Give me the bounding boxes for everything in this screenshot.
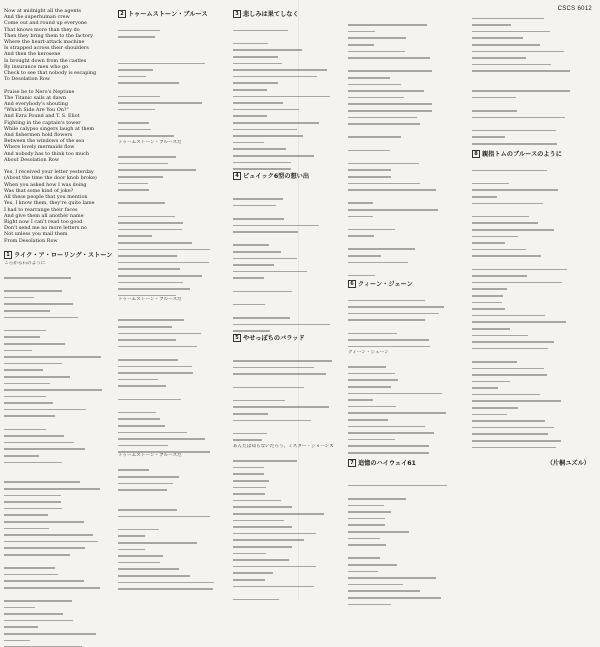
lyric-line	[118, 349, 228, 356]
lyric-line	[118, 493, 228, 500]
lyric-line	[118, 460, 228, 467]
english-lyric-line: To Desolation Row	[4, 76, 51, 83]
section-title-8: 8 親指トムのブルースのように	[472, 149, 596, 158]
lyric-line	[233, 294, 343, 301]
lyric-line	[472, 74, 596, 81]
lyric-line	[348, 475, 458, 482]
refrain-line: ころがる石のように	[4, 260, 46, 266]
lyric-line	[348, 488, 458, 495]
english-lyric-line: Now at midnight all the agents	[4, 8, 81, 14]
lyric-line	[348, 323, 458, 330]
lyric-line	[233, 344, 343, 351]
column-2	[118, 8, 228, 590]
section-title-7: 7 追憶のハイウェイ61	[348, 458, 458, 467]
lyric-line	[4, 557, 114, 564]
lyric-text-block	[233, 20, 343, 170]
section-number: 1	[4, 251, 12, 259]
refrain-line: あんたは知らないだろう、ミスター・ジョーンズ	[233, 444, 334, 449]
lyric-line	[4, 465, 114, 472]
lyric-line	[348, 140, 458, 147]
english-lyric-line: And then the kerosene	[4, 51, 61, 58]
lyric-line	[118, 86, 228, 93]
lyric-line	[472, 206, 596, 213]
lyric-line	[233, 423, 343, 430]
english-lyric-line: And give them all another name	[4, 212, 84, 219]
lyric-line	[233, 390, 343, 397]
lyric-line	[472, 351, 596, 358]
section-number: 2	[118, 10, 126, 18]
section-number: 6	[348, 280, 356, 288]
refrain-line: トゥームストーン・ブルースだ	[118, 296, 182, 302]
english-lyric-line: Praise be to Nero's Neptune	[4, 88, 75, 95]
lyric-line	[348, 548, 458, 555]
lyric-line	[348, 127, 458, 134]
lyric-line	[348, 15, 458, 22]
lyric-line	[118, 193, 228, 200]
english-lyric-line: About Desolation Row	[4, 156, 60, 163]
lyric-line	[233, 235, 343, 242]
lyric-line	[233, 189, 343, 196]
section-title-3: 3 悲しみは果てしなく	[233, 9, 343, 18]
english-lyric-line: And fishermen hold flowers	[4, 132, 73, 139]
english-lyric-line: And Ezra Pound and T. S. Eliot	[4, 113, 80, 120]
lyric-line	[472, 8, 596, 15]
lyric-line	[118, 389, 228, 396]
english-lyric-line: While calypso singers laugh at them	[4, 125, 95, 132]
lyric-line	[348, 153, 458, 160]
lyric-line	[233, 208, 343, 215]
section-number: 5	[233, 334, 241, 342]
lyric-line	[233, 281, 343, 288]
lyric-line	[472, 259, 596, 266]
lyric-line	[233, 20, 343, 27]
lyric-line	[118, 40, 228, 47]
lyric-line	[348, 8, 458, 15]
catalog-number: CSCS 6012	[557, 6, 592, 12]
lyric-line	[233, 182, 343, 189]
lyric-line	[118, 303, 228, 310]
column-3	[233, 8, 343, 601]
lyric-line	[348, 265, 458, 272]
english-lyric-line: From Desolation Row	[4, 237, 58, 244]
lyric-line	[472, 160, 596, 167]
refrain-line: トゥームストーン・ブルースだ	[118, 453, 182, 459]
english-lyric-line: "Which Side Are You On?"	[4, 107, 69, 114]
translator-credit: （片桐ユズル）	[546, 460, 590, 467]
lyric-text-block	[348, 8, 458, 278]
lyric-line	[348, 290, 458, 297]
lyric-line	[348, 469, 458, 476]
lyric-text-block	[348, 357, 458, 457]
english-lyric-line: Check to see that nobody is escaping	[4, 70, 97, 77]
lyric-text-block	[348, 469, 458, 609]
lyric-line	[472, 173, 596, 180]
lyric-line	[4, 320, 114, 327]
section-title-2: 2 トゥームストーン・ブルース	[118, 9, 228, 18]
section-title-4: 4 ビュイック6型の想い出	[233, 171, 343, 180]
section-title-1: 1 ライク・ア・ローリング・ストーン	[4, 250, 114, 259]
english-lyric-line: Then they bring them to the factory	[4, 32, 93, 39]
lyric-line	[4, 419, 114, 426]
refrain-line: クィーン・ジェーン	[348, 350, 389, 355]
column-5	[472, 8, 596, 450]
english-lyric-line: And nobody has to think too much	[4, 150, 90, 157]
lyric-line	[348, 357, 458, 364]
lyric-text-block	[233, 451, 343, 601]
lyric-line	[472, 120, 596, 127]
lyric-line	[472, 81, 596, 88]
english-lyric-line: Is brought down from the castles	[4, 57, 87, 64]
lyric-line	[118, 147, 228, 154]
lyric-line	[4, 472, 114, 479]
english-lyric-line: Fighting in the captain's tower	[4, 119, 81, 126]
english-lyric-line: Don't send me no more letters no	[4, 225, 88, 232]
lyric-text-block	[118, 303, 228, 453]
english-lyric-line: That knows more than they do	[4, 26, 80, 33]
english-lyric-line: Yes, I received your letter yesterday	[4, 169, 94, 176]
lyric-text-block	[4, 267, 114, 647]
lyric-line	[4, 281, 114, 288]
column-1	[4, 8, 114, 647]
lyric-line	[118, 206, 228, 213]
english-lyric-line: Was that some kind of joke?	[4, 187, 74, 194]
lyric-line	[118, 112, 228, 119]
section-number: 4	[233, 172, 241, 180]
lyric-line	[233, 351, 343, 358]
lyric-text-block	[118, 147, 228, 297]
lyric-line	[118, 46, 228, 53]
lyric-line	[233, 377, 343, 384]
english-lyric-line: And the superhuman crew	[4, 14, 70, 21]
english-lyric-line: Between the windows of the sea	[4, 138, 85, 145]
lyric-line	[233, 307, 343, 314]
lyric-line	[348, 219, 458, 226]
english-lyric-line: When you asked how I was doing	[4, 181, 87, 188]
english-lyric-line: Where lovely mermaids flow	[4, 144, 75, 151]
lyric-text-block	[118, 460, 228, 590]
lyric-line	[118, 402, 228, 409]
lyric-line	[348, 239, 458, 246]
lyric-line	[348, 193, 458, 200]
lyric-line	[4, 267, 114, 274]
english-lyrics	[4, 8, 114, 244]
lyric-line	[4, 590, 114, 597]
lyric-line	[233, 451, 343, 458]
section-number: 7	[348, 459, 356, 467]
section-number: 8	[472, 150, 480, 158]
lyric-line	[118, 519, 228, 526]
lyric-line	[233, 589, 343, 596]
column-4	[348, 8, 458, 609]
english-lyric-line: Not unless you mail them	[4, 231, 68, 238]
english-lyric-line: Right now I can't read too good	[4, 218, 83, 225]
english-lyric-line: I had to rearrange their faces	[4, 206, 78, 213]
lyric-line	[348, 61, 458, 68]
lyric-line	[233, 33, 343, 40]
lyric-text-block	[472, 8, 596, 148]
lyric-text-block	[233, 182, 343, 332]
section-title-6: 6 クィーン・ジェーン	[348, 279, 458, 288]
english-lyric-line: And everybody's shouting	[4, 101, 68, 108]
section-number: 3	[233, 10, 241, 18]
english-lyric-line: All these people that you mention	[4, 194, 88, 201]
lyric-text-block	[233, 344, 343, 444]
english-lyric-line: By insurance men who go	[4, 63, 69, 70]
english-lyric-line: (About the time the door knob broke)	[4, 175, 97, 182]
lyric-text-block	[472, 160, 596, 450]
section-title-5: 5 やせっぽちのバラッド	[233, 333, 343, 342]
english-lyric-line: Is strapped across their shoulders	[4, 45, 89, 52]
english-lyric-line: The Titanic sails at dawn	[4, 94, 67, 101]
english-lyric-line: Come out and round up everyone	[4, 20, 87, 27]
lyric-line	[118, 310, 228, 317]
lyric-line	[472, 100, 596, 107]
lyric-text-block	[348, 290, 458, 350]
lyric-line	[118, 20, 228, 27]
lyric-line	[118, 53, 228, 60]
lyric-line	[118, 499, 228, 506]
english-lyric-line: Yes, I know them, they're quite lame	[4, 200, 95, 207]
refrain-line: トゥームストーン・ブルースだ	[118, 140, 182, 145]
lyric-text-block	[118, 20, 228, 140]
english-lyric-line: Where the heart-attack machine	[4, 39, 85, 46]
